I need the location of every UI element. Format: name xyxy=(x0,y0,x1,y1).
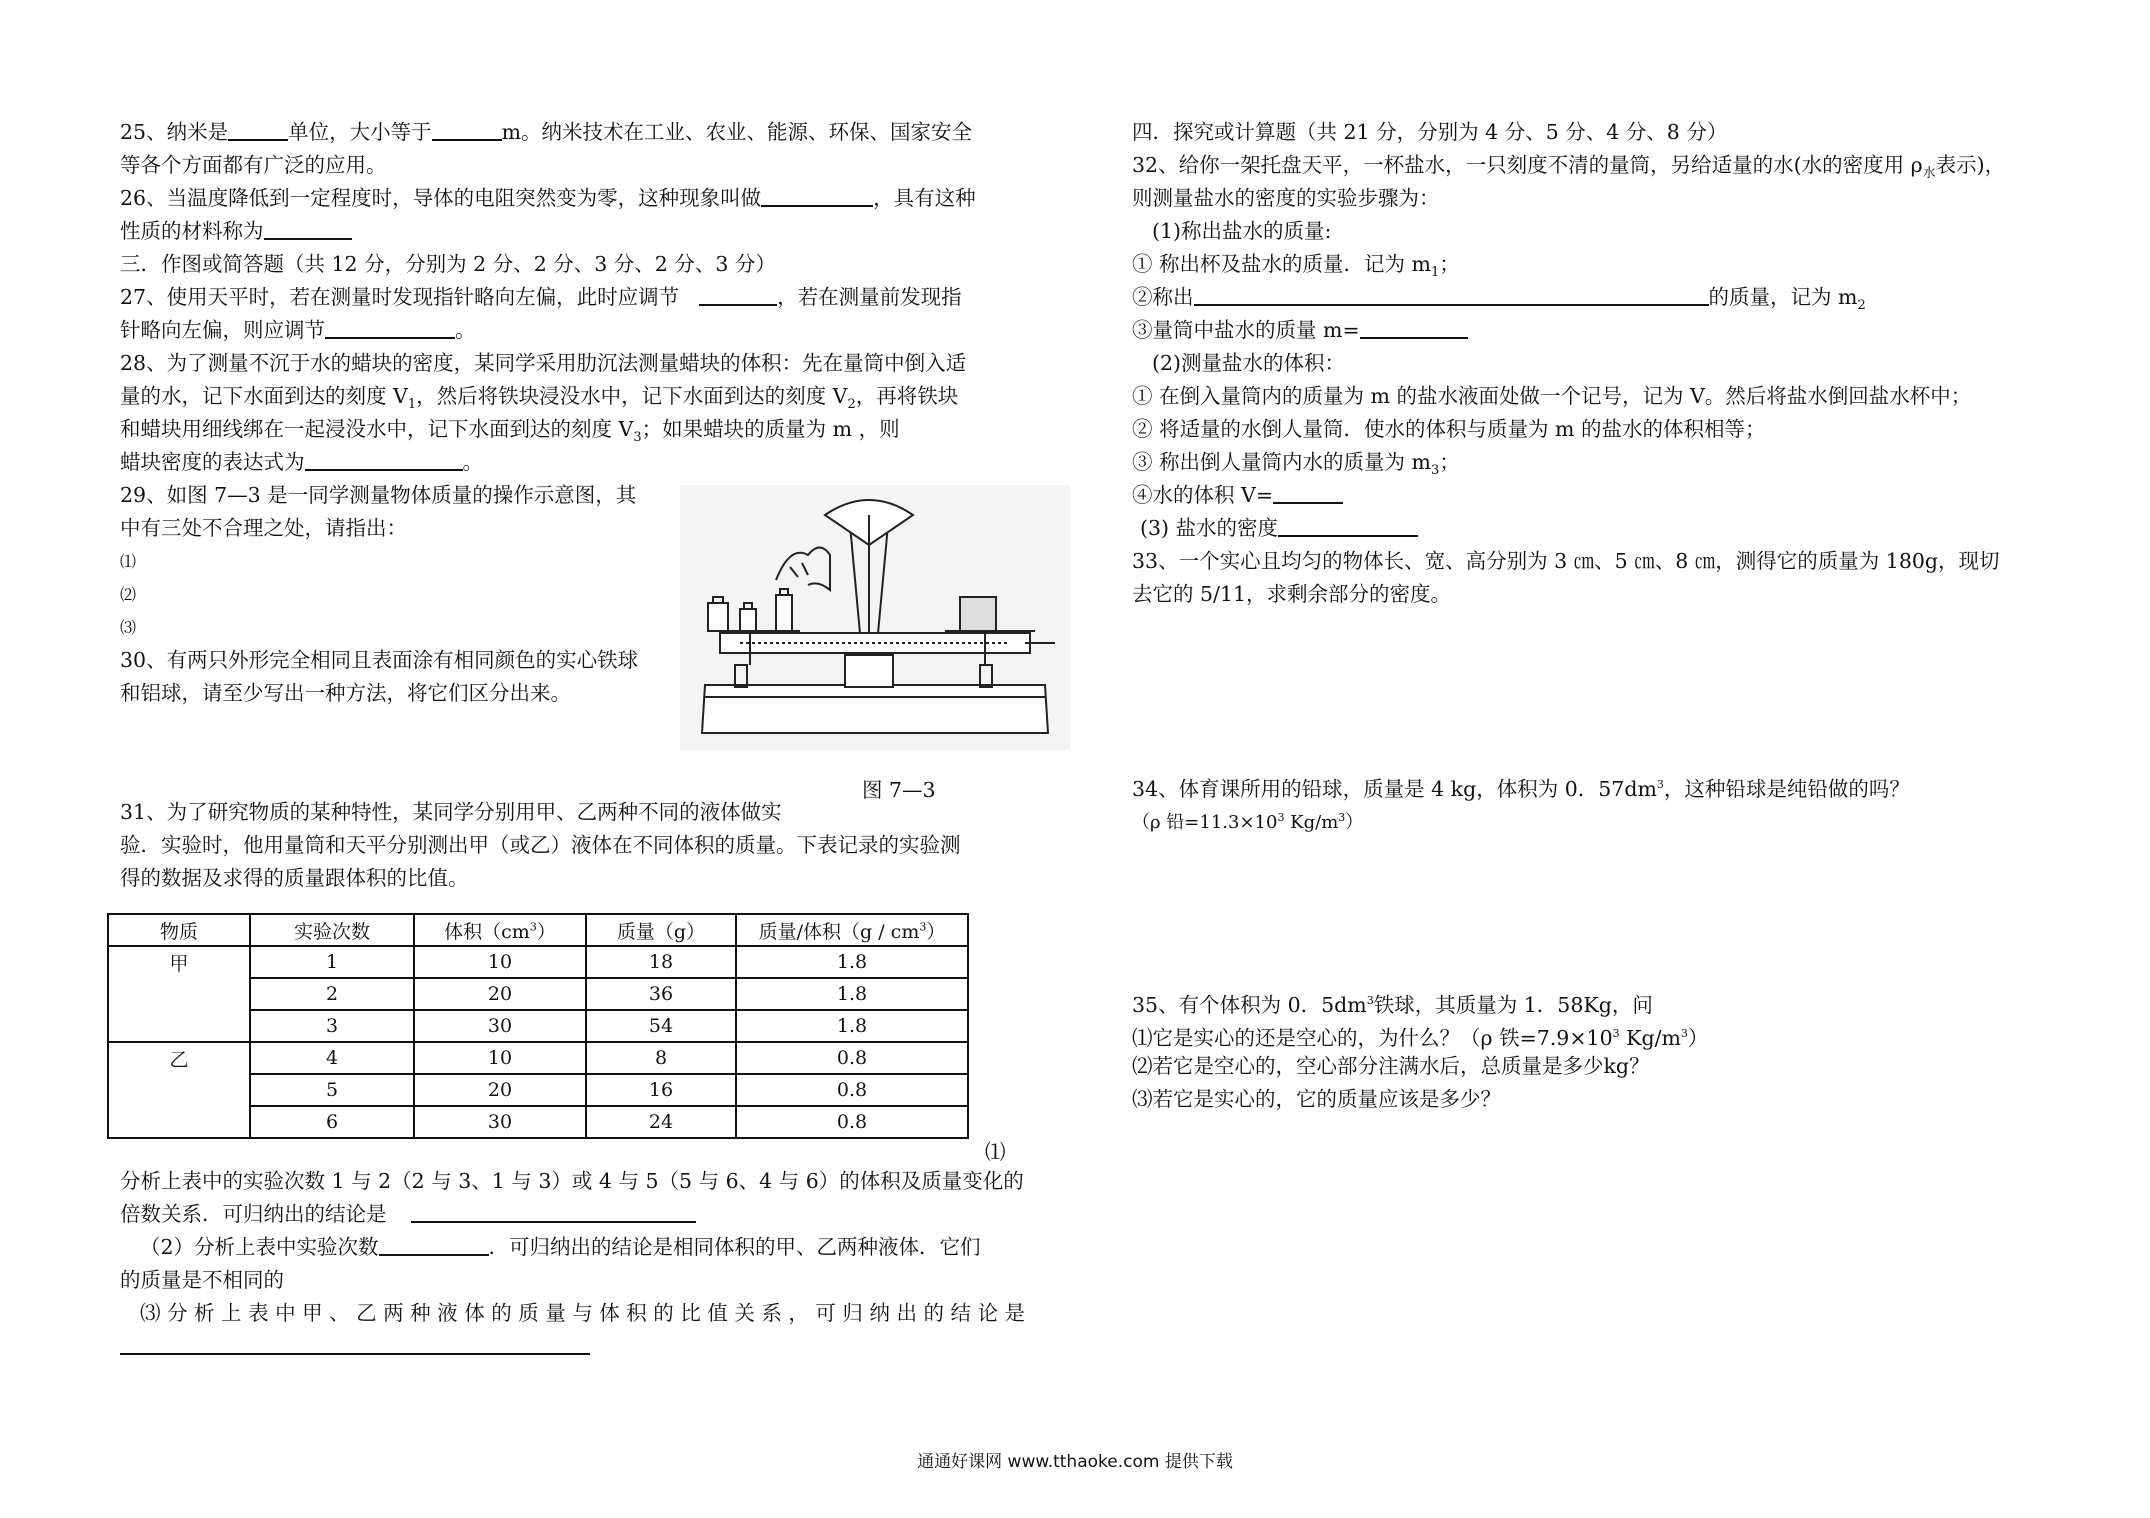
header-volume xyxy=(414,914,586,946)
subscript: 3 xyxy=(1430,463,1440,479)
table-cell: 10 xyxy=(414,946,586,978)
table-cell: 2 xyxy=(250,978,414,1010)
q35-text: 铁球，其质量为 1．58Kg，问 xyxy=(1373,992,1653,1017)
q25-line1 xyxy=(120,116,1035,149)
q29-line1: 29、如图 7—3 是一同学测量物体质量的操作示意图，其 xyxy=(120,483,637,507)
q32-density xyxy=(1132,512,2067,545)
superscript: 3 xyxy=(1338,811,1346,824)
q26-text: 26、当温度降低到一定程度时，导体的电阻突然变为零，这种现象叫做 xyxy=(120,186,762,210)
q26-blank1[interactable] xyxy=(761,183,873,207)
q28-text: ；如果蜡块的质量为 m ，则 xyxy=(641,417,900,441)
q32-text: ① 称出杯及盐水的质量．记为 m xyxy=(1132,252,1431,276)
analysis-line6 xyxy=(120,1330,1035,1363)
section-3-heading: 三．作图或简答题（共 12 分，分别为 2 分、2 分、3 分、2 分、3 分） xyxy=(120,252,776,276)
table-cell: 30 xyxy=(414,1106,586,1138)
q34-text: Kg/m xyxy=(1284,812,1339,833)
q29-line2: 中有三处不合理之处，请指出： xyxy=(120,516,407,540)
q31-line2: 验．实验时，他用量筒和天平分别测出甲（或乙）液体在不同体积的质量。下表记录的实验测 xyxy=(120,833,961,857)
header-trial: 实验次数 xyxy=(250,914,414,946)
table-cell: 1 xyxy=(250,946,414,978)
q32-vol-step1: ① 在倒入量筒内的质量为 m 的盐水液面处做一个记号，记为 V。然后将盐水倒回盐水杯中； xyxy=(1132,384,1972,408)
q34-text: ） xyxy=(1345,812,1364,833)
table-row xyxy=(108,946,968,978)
analysis-blank2[interactable] xyxy=(379,1232,489,1256)
data-table xyxy=(107,913,969,1139)
q35-text: ） xyxy=(1687,1025,1709,1050)
q31-line3: 得的数据及求得的质量跟体积的比值。 xyxy=(120,866,469,890)
table-cell: 0.8 xyxy=(736,1106,968,1138)
table-cell: 0.8 xyxy=(736,1074,968,1106)
q32-text: ； xyxy=(1439,252,1460,276)
q25-text: 单位，大小等于 xyxy=(288,120,432,144)
q35-text: Kg/m xyxy=(1619,1025,1681,1050)
q32-blank3[interactable] xyxy=(1273,480,1343,504)
q35-text: ⑴它是实心的还是空心的，为什么？（ρ 铁=7.9×10 xyxy=(1132,1025,1613,1050)
q35-line2 xyxy=(1132,1017,2067,1050)
q25-blank2[interactable] xyxy=(432,117,502,141)
subscript: 1 xyxy=(1430,265,1440,281)
q34-text: （ρ 铅=11.3×10 xyxy=(1132,812,1278,833)
q28-text: 量的水，记下水面到达的刻度 V xyxy=(120,384,408,408)
q30-line2: 和铝球，请至少写出一种方法，将它们区分出来。 xyxy=(120,681,571,705)
q32-text: ④水的体积 V= xyxy=(1132,483,1273,507)
q34-line1 xyxy=(1132,768,2067,801)
table-cell: 24 xyxy=(586,1106,736,1138)
analysis-text: （2）分析上表中实验次数 xyxy=(140,1235,379,1259)
q35-line4: ⑶若它是实心的，它的质量应该是多少？ xyxy=(1132,1087,1501,1111)
table-cell: 8 xyxy=(586,1042,736,1074)
q35-text: 35、有个体积为 0．5dm xyxy=(1132,992,1367,1017)
q32-text: ③ 称出倒人量筒内水的质量为 m xyxy=(1132,450,1431,474)
q30-line1: 30、有两只外形完全相同且表面涂有相同颜色的实心铁球 xyxy=(120,648,639,672)
q28-text: 和蜡块用细线绑在一起浸没水中，记下水面到达的刻度 V xyxy=(120,417,634,441)
q26-line1 xyxy=(120,182,1035,215)
q32-step3 xyxy=(1132,314,2067,347)
subscript: 2 xyxy=(847,397,856,413)
q32-text: 32、给你一架托盘天平，一杯盐水，一只刻度不清的量筒，另给适量的水(水的密度用 ρ xyxy=(1132,153,1923,177)
superscript: 3 xyxy=(919,920,927,934)
q29-item2: ⑵ xyxy=(120,585,137,604)
q25-line2: 等各个方面都有广泛的应用。 xyxy=(120,153,387,177)
q32-text: (3) 盐水的密度 xyxy=(1140,516,1279,540)
table-cell: 1.8 xyxy=(736,1010,968,1042)
q27-text: 针略向左偏，则应调节 xyxy=(120,318,325,342)
q32-text: ③量筒中盐水的质量 m= xyxy=(1132,318,1360,342)
footer: 通通好课网 www.tthaoke.com 提供下载 xyxy=(917,1452,1233,1472)
q31-line1: 31、为了研究物质的某种特性，某同学分别用甲、乙两种不同的液体做实 xyxy=(120,800,782,824)
q34-text: 34、体育课所用的铅球，质量是 4 kg，体积为 0．57dm xyxy=(1132,776,1657,801)
q28-line2 xyxy=(120,380,1035,413)
analysis-text: 倍数关系．可归纳出的结论是 xyxy=(120,1202,387,1226)
analysis-line1: 分析上表中的实验次数 1 与 2（2 与 3、1 与 3）或 4 与 5（5 与 6、4 与 6）的体积及质量变化的 xyxy=(120,1169,1024,1193)
analysis-text: ．可归纳出的结论是相同体积的甲、乙两种液体．它们 xyxy=(488,1235,981,1259)
q25-text: m。纳米技术在工业、农业、能源、环保、国家安全 xyxy=(501,120,973,144)
subscript: 1 xyxy=(407,397,417,413)
q32-blank4[interactable] xyxy=(1278,513,1418,537)
q26-text: 性质的材料称为 xyxy=(120,219,264,243)
subscript: 水 xyxy=(1922,166,1936,182)
table-cell: 18 xyxy=(586,946,736,978)
header-substance: 物质 xyxy=(108,914,250,946)
q31-analysis xyxy=(120,1165,1035,1363)
q28-line3 xyxy=(120,413,1035,446)
balance-figure xyxy=(680,485,1070,750)
q34-line2 xyxy=(1132,801,2067,834)
q25-blank1[interactable] xyxy=(228,117,288,141)
superscript: 3 xyxy=(1656,778,1664,791)
header-text: 体积（cm xyxy=(444,920,530,943)
q28-line1: 28、为了测量不沉于水的蜡块的密度，某同学采用肋沉法测量蜡块的体积：先在量筒中倒入适 xyxy=(120,351,967,375)
table-cell: 5 xyxy=(250,1074,414,1106)
table-cell: 36 xyxy=(586,978,736,1010)
q26-line2 xyxy=(120,215,1035,248)
q32-blank1[interactable] xyxy=(1194,282,1709,306)
table-cell: 16 xyxy=(586,1074,736,1106)
analysis-line3 xyxy=(120,1231,1035,1264)
table-cell: 30 xyxy=(414,1010,586,1042)
table-header-row xyxy=(108,914,968,946)
q32-vol-step3 xyxy=(1132,446,2067,479)
table-row xyxy=(108,1042,968,1074)
q33-line2: 去它的 5/11，求剩余部分的密度。 xyxy=(1132,582,1452,606)
analysis-line2 xyxy=(120,1198,1035,1231)
subscript: 2 xyxy=(1857,298,1866,314)
q26-blank2[interactable] xyxy=(264,216,352,240)
q27-text: 27、使用天平时，若在测量时发现指针略向左偏，此时应调节 xyxy=(120,285,680,309)
q26-text: ，具有这种 xyxy=(873,186,976,210)
analysis-line5: ⑶ 分 析 上 表 中 甲 、 乙 两 种 液 体 的 质 量 与 体 积 的 比 值 关 系 ， 可 归 纳 出 的 结 论 是 xyxy=(140,1301,1026,1325)
q32-blank2[interactable] xyxy=(1360,315,1468,339)
q32-text: ； xyxy=(1439,450,1460,474)
q32-line7: (2)测量盐水的体积： xyxy=(1152,351,1346,375)
table-cell: 4 xyxy=(250,1042,414,1074)
subscript: 3 xyxy=(633,430,642,446)
q35-line3: ⑵若它是空心的，空心部分注满水后，总质量是多少kg？ xyxy=(1132,1054,1650,1078)
q33-line1: 33、一个实心且均匀的物体长、宽、高分别为 3 ㎝、5 ㎝、8 ㎝，测得它的质量为 180g，现切 xyxy=(1132,549,2000,573)
q28-text: ，然后将铁块浸没水中，记下水面到达的刻度 V xyxy=(416,384,848,408)
analysis-line4: 的质量是不相同的 xyxy=(120,1268,284,1292)
substance-cell: 乙 xyxy=(108,1042,250,1138)
figure-caption: 图 7—3 xyxy=(862,778,936,802)
q32-vol-step2: ② 将适量的水倒人量筒．使水的体积与质量为 m 的盐水的体积相等； xyxy=(1132,417,1766,441)
analysis-blank1[interactable] xyxy=(411,1199,696,1223)
q29-item3: ⑶ xyxy=(120,618,137,637)
q27-line2 xyxy=(120,314,1035,347)
table-cell: 54 xyxy=(586,1010,736,1042)
header-mass: 质量（g） xyxy=(586,914,736,946)
superscript: 3 xyxy=(1366,994,1374,1007)
q28-text: 蜡块密度的表达式为 xyxy=(120,450,305,474)
q32-text: 表示)， xyxy=(1935,153,2006,177)
superscript: 3 xyxy=(1680,1027,1688,1040)
q25-text: 25、纳米是 xyxy=(120,120,229,144)
q32-vol-step4 xyxy=(1132,479,2067,512)
q28-blank[interactable] xyxy=(305,447,463,471)
analysis-blank3[interactable] xyxy=(120,1339,590,1355)
header-text: ） xyxy=(536,920,556,943)
q27-line1 xyxy=(120,281,1035,314)
q32-step1 xyxy=(1132,248,2067,281)
q29-item1: ⑴ xyxy=(120,552,137,571)
table-cell: 20 xyxy=(414,1074,586,1106)
table-note: ⑴ xyxy=(985,1140,1006,1164)
q27-blank2[interactable] xyxy=(325,315,455,339)
header-text: ） xyxy=(926,920,946,943)
substance-cell: 甲 xyxy=(108,946,250,1042)
superscript: 3 xyxy=(1277,811,1285,824)
q32-step2 xyxy=(1132,281,2067,314)
table-cell: 3 xyxy=(250,1010,414,1042)
q32-line3: (1)称出盐水的质量: xyxy=(1152,219,1332,243)
q27-text: ，若在测量前发现指 xyxy=(777,285,962,309)
q32-line2: 则测量盐水的密度的实验步骤为： xyxy=(1132,186,1440,210)
q32-text: 的质量，记为 m xyxy=(1708,285,1858,309)
q27-blank1[interactable] xyxy=(699,282,777,306)
q27-text: 。 xyxy=(455,318,476,342)
q34-text: ，这种铅球是纯铅做的吗？ xyxy=(1663,776,1910,801)
table-cell: 10 xyxy=(414,1042,586,1074)
superscript: 3 xyxy=(1612,1027,1620,1040)
right-column xyxy=(1132,116,2067,1116)
q35-line1 xyxy=(1132,984,2067,1017)
section-4-heading: 四．探究或计算题（共 21 分，分别为 4 分、5 分、4 分、8 分） xyxy=(1132,120,1728,144)
q32-line1 xyxy=(1132,149,2067,182)
table-cell: 6 xyxy=(250,1106,414,1138)
table-cell: 20 xyxy=(414,978,586,1010)
table-cell: 0.8 xyxy=(736,1042,968,1074)
q28-line4 xyxy=(120,446,1035,479)
header-text: 质量/体积（g / cm xyxy=(758,920,920,943)
header-ratio xyxy=(736,914,968,946)
table-cell: 1.8 xyxy=(736,978,968,1010)
q28-text: 。 xyxy=(462,450,483,474)
superscript: 3 xyxy=(529,920,537,934)
q28-text: ，再将铁块 xyxy=(855,384,959,408)
q32-text: ②称出 xyxy=(1132,285,1194,309)
table-cell: 1.8 xyxy=(736,946,968,978)
